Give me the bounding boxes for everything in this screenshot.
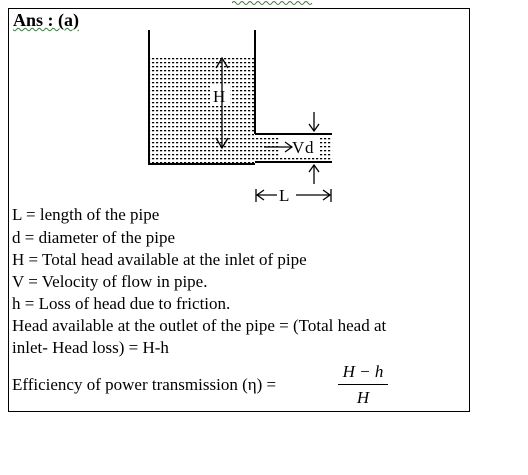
top-decoration: [232, 0, 382, 6]
label-L: L: [279, 186, 290, 205]
pipe-diagram: [140, 30, 350, 206]
answer-heading: Ans : (a): [13, 10, 79, 30]
efficiency-label: Efficiency of power transmission (η) =: [12, 375, 277, 394]
efficiency-fraction: [338, 362, 388, 408]
definition-d: d = diameter of the pipe: [12, 228, 176, 247]
definition-h: h = Loss of head due to friction.: [12, 294, 231, 313]
definition-L: L = length of the pipe: [12, 205, 160, 224]
outlet-head-line-1: Head available at the outlet of the pipe = (Total head at: [12, 316, 387, 335]
definition-H: H = Total head available at the inlet of pipe: [12, 250, 307, 269]
fraction-numerator: H − h: [342, 362, 384, 381]
label-V: V: [292, 138, 305, 157]
fraction-denominator: H: [356, 388, 370, 407]
definition-V: V = Velocity of flow in pipe.: [12, 272, 208, 291]
fraction-bar: [338, 384, 388, 385]
label-d: d: [305, 138, 314, 157]
label-H: H: [213, 87, 226, 106]
outlet-head-line-2: inlet- Head loss) = H-h: [12, 338, 169, 357]
tank-water: [150, 58, 254, 163]
